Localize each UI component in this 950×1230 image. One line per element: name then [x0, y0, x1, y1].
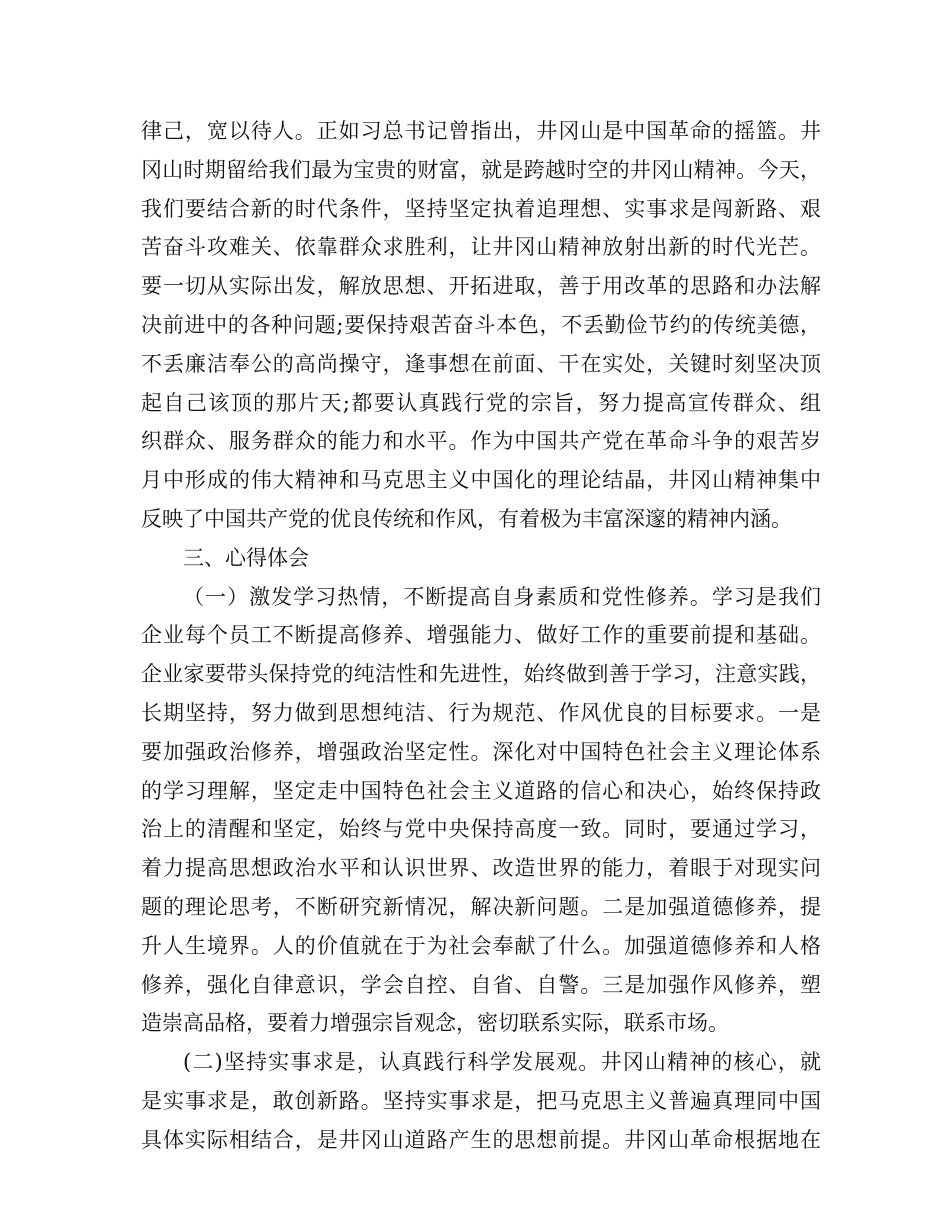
text-line: 反映了中国共产党的优良传统和作风，有着极为丰富深邃的精神内涵。: [141, 506, 792, 531]
text-line: 要一切从实际出发，解放思想、开拓进取，善于用改革的思路和办法解: [141, 274, 821, 299]
text-line: 织群众、服务群众的能力和水平。作为中国共产党在革命斗争的艰苦岁: [141, 429, 821, 454]
text-line: 不丢廉洁奉公的高尚操守，逢事想在前面、干在实处，关键时刻坚决顶: [141, 351, 821, 376]
document-page: [141, 112, 821, 1160]
text-line: 具体实际相结合，是井冈山道路产生的思想前提。井冈山革命根据地在: [141, 1127, 821, 1152]
text-line: 长期坚持，努力做到思想纯洁、行为规范、作风优良的目标要求。一是: [141, 700, 821, 725]
text-line: 企业每个员工不断提高修养、增强能力、做好工作的重要前提和基础。: [141, 623, 821, 648]
text-line: 修养，强化自律意识，学会自控、自省、自警。三是加强作风修养，塑: [141, 972, 821, 997]
text-line: 冈山时期留给我们最为宝贵的财富，就是跨越时空的井冈山精神。今天，: [141, 157, 821, 182]
text-line: 题的理论思考，不断研究新情况，解决新问题。二是加强道德修养，提: [141, 894, 821, 919]
text-line: 要加强政治修养，增强政治坚定性。深化对中国特色社会主义理论体系: [141, 739, 821, 764]
text-line: 造崇高品格，要着力增强宗旨观念，密切联系实际，联系市场。: [141, 1011, 729, 1036]
text-line: 决前进中的各种问题;要保持艰苦奋斗本色，不丢勤俭节约的传统美德，: [141, 312, 821, 337]
text-line: 的学习理解，坚定走中国特色社会主义道路的信心和决心，始终保持政: [141, 778, 821, 803]
text-line: 起自己该顶的那片天;都要认真践行党的宗旨，努力提高宣传群众、组: [141, 390, 821, 415]
paragraph-first-line: (二)坚持实事求是，认真践行科学发展观。井冈山精神的核心，就: [183, 1050, 821, 1075]
text-line: 我们要结合新的时代条件，坚持坚定执着追理想、实事求是闯新路、艰: [141, 196, 821, 221]
paragraph-first-line: （一）激发学习热情，不断提高自身素质和党性修养。学习是我们: [183, 584, 821, 609]
text-line: 升人生境界。人的价值就在于为社会奉献了什么。加强道德修养和人格: [141, 933, 821, 958]
text-line: 是实事求是，敢创新路。坚持实事求是，把马克思主义普遍真理同中国: [141, 1088, 821, 1113]
text-line: 月中形成的伟大精神和马克思主义中国化的理论结晶，井冈山精神集中: [141, 468, 821, 493]
section-heading: 三、心得体会: [183, 545, 309, 570]
text-line: 着力提高思想政治水平和认识世界、改造世界的能力，着眼于对现实问: [141, 856, 821, 881]
text-line: 苦奋斗攻难关、依靠群众求胜利，让井冈山精神放射出新的时代光芒。: [141, 235, 821, 260]
text-line: 治上的清醒和坚定，始终与党中央保持高度一致。同时，要通过学习，: [141, 817, 821, 842]
text-line: 企业家要带头保持党的纯洁性和先进性，始终做到善于学习，注意实践，: [141, 662, 821, 687]
text-line: 律己，宽以待人。正如习总书记曾指出，井冈山是中国革命的摇篮。井: [141, 119, 821, 143]
